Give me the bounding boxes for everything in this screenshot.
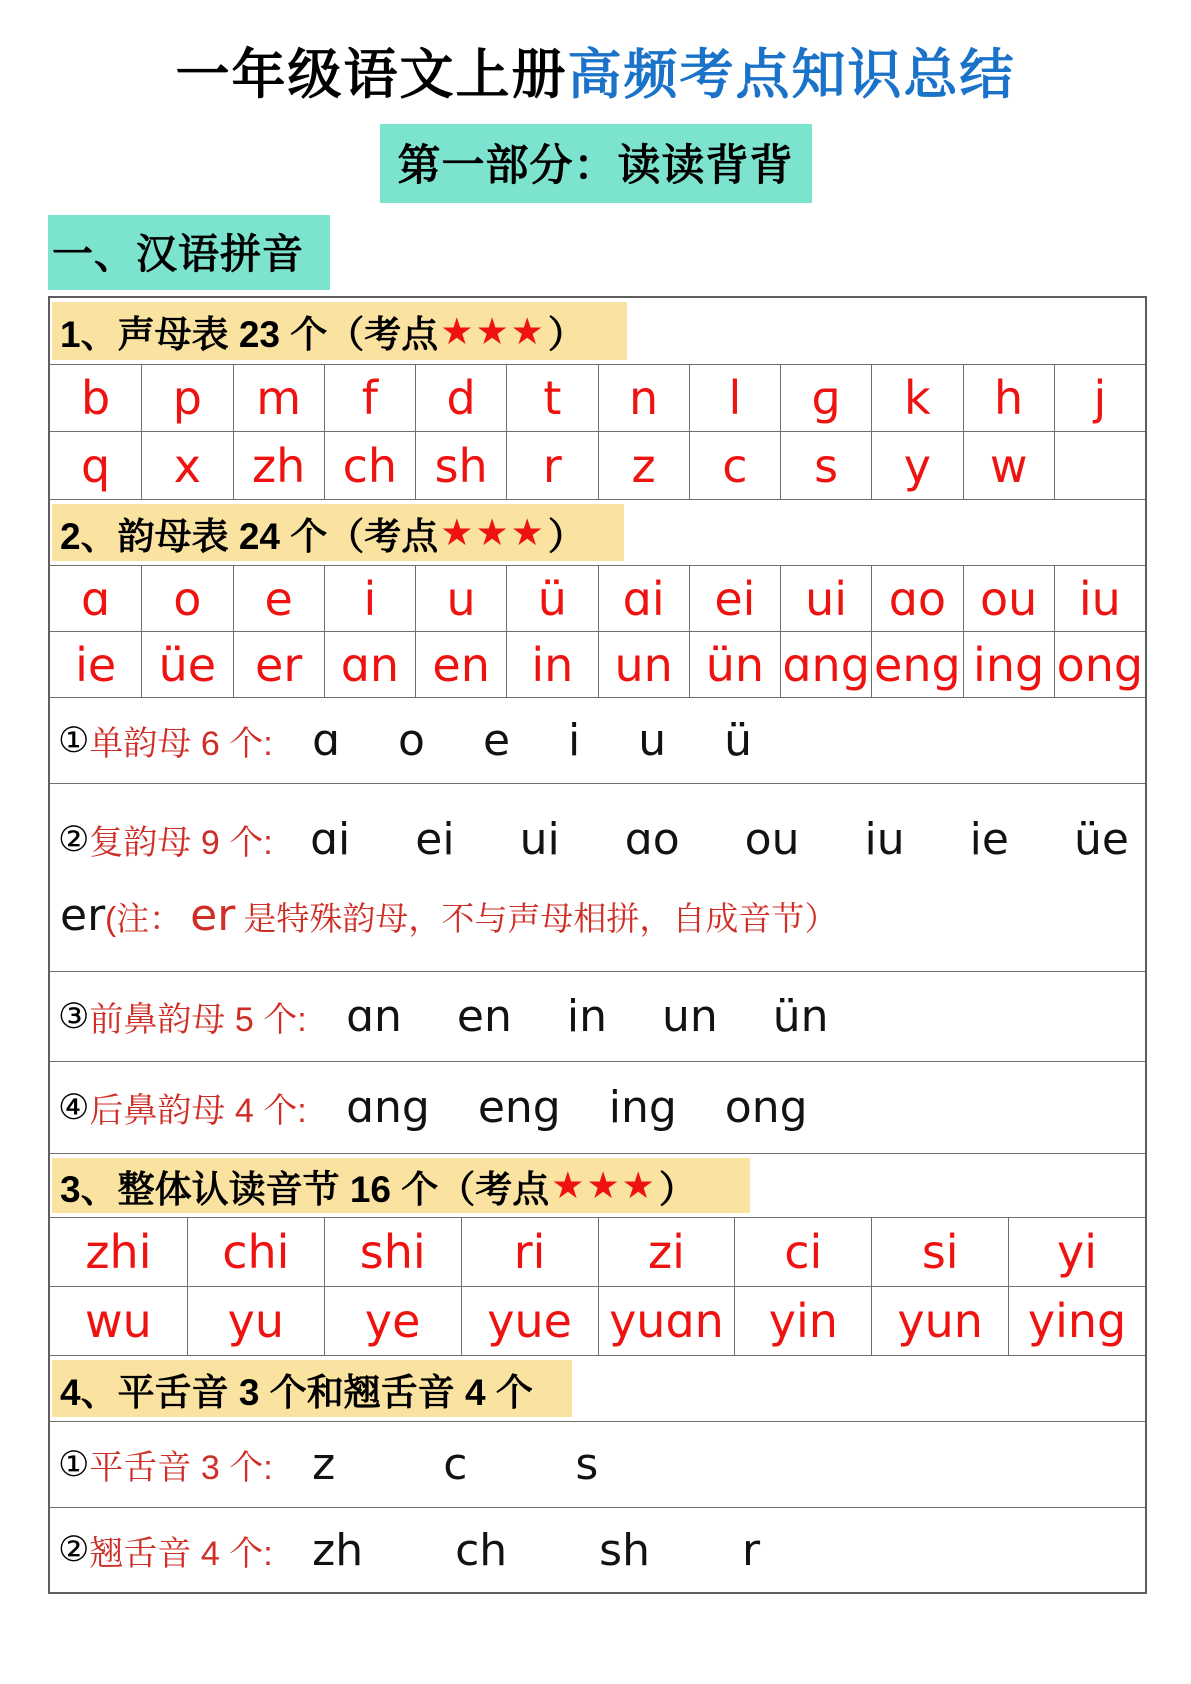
pinyin-cell-empty — [1054, 432, 1145, 499]
header-shengmu-text: 1、声母表 23 个（考点 — [60, 314, 439, 356]
pinyin-cell: ün — [689, 632, 780, 697]
pinyin-cell: ɑng — [780, 632, 871, 697]
pinyin-letter: ɑo — [624, 814, 680, 866]
note-letters — [346, 1082, 807, 1133]
pinyin-cell: ci — [734, 1218, 871, 1286]
pinyin-letter: un — [662, 991, 718, 1043]
pinyin-cell: h — [963, 365, 1054, 431]
pinyin-letter: eng — [477, 1082, 561, 1134]
circled-number: ② — [58, 1530, 90, 1570]
pinyin-cell: yi — [1008, 1218, 1145, 1286]
pinyin-cell: y — [871, 432, 962, 499]
pinyin-cell: chi — [187, 1218, 324, 1286]
star-rating: ★★★ — [440, 310, 546, 352]
pinyin-cell: z — [598, 432, 689, 499]
pinyin-letter: e — [482, 715, 511, 767]
header-pingqiao-text: 4、平舌音 3 个和翘舌音 4 个 — [60, 1371, 533, 1413]
star-rating: ★★★ — [551, 1165, 657, 1207]
pinyin-letter: ing — [608, 1082, 677, 1134]
er-note-open: (注： — [105, 899, 183, 937]
yunmu-row-2 — [50, 631, 1145, 697]
pinyin-letter: ɑng — [346, 1082, 430, 1134]
pinyin-letter: u — [638, 715, 667, 767]
pinyin-cell: q — [81, 438, 111, 493]
pinyin-cell: p — [141, 365, 232, 431]
header-zhengti-text: 3、整体认读音节 16 个（考点 — [60, 1168, 550, 1210]
er-note-text: 是特殊韵母，不与声母相拼，自成音节） — [243, 899, 838, 937]
pinyin-table — [48, 296, 1147, 1594]
part-subtitle: 第一部分：读读背背 — [380, 124, 812, 203]
header-yunmu-highlight — [52, 504, 624, 561]
pinyin-letter: s — [575, 1439, 599, 1491]
note-label: 翘舌音 4 个: — [89, 1534, 283, 1573]
pinyin-cell: si — [871, 1218, 1008, 1286]
shengmu-row-2 — [50, 431, 1145, 499]
note-letters — [312, 1439, 598, 1490]
note-label: 前鼻韵母 5 个: — [89, 1001, 317, 1040]
title-blue-part: 高频考点知识总结 — [567, 45, 1016, 105]
pinyin-cell: wu — [85, 1294, 152, 1349]
note-label: 平舌音 3 个: — [89, 1449, 283, 1488]
pinyin-letter: ui — [519, 814, 560, 866]
pinyin-cell: u — [415, 566, 506, 631]
pinyin-letter: ü — [724, 715, 753, 767]
pinyin-letter: ün — [772, 991, 829, 1043]
pinyin-cell: b — [81, 371, 111, 426]
pinyin-cell: ɡ — [780, 365, 871, 431]
pinyin-letter: ɑn — [346, 991, 402, 1043]
subtitle-row — [0, 124, 1191, 203]
note-danyunmu — [50, 697, 1145, 783]
note-letters — [310, 814, 1145, 865]
section-row — [48, 215, 1191, 290]
pinyin-letter: ou — [744, 814, 800, 866]
pinyin-cell: o — [141, 566, 232, 631]
pinyin-letter: ɑi — [310, 814, 351, 866]
pinyin-letter: o — [398, 715, 425, 767]
pinyin-cell: m — [233, 365, 324, 431]
pinyin-letter: iu — [864, 814, 905, 866]
pinyin-cell: x — [141, 432, 232, 499]
pinyin-cell: s — [780, 432, 871, 499]
header-zhengti — [50, 1153, 1145, 1217]
pinyin-cell: ei — [689, 566, 780, 631]
circled-number: ③ — [58, 996, 90, 1036]
circled-number: ① — [58, 720, 90, 760]
pinyin-cell: zi — [598, 1218, 735, 1286]
pinyin-cell: zhi — [85, 1225, 152, 1280]
note-qianbiyunmu — [50, 971, 1145, 1061]
note-pingshe — [50, 1421, 1145, 1507]
pinyin-letter: r — [741, 1524, 761, 1576]
pinyin-cell: yuɑn — [598, 1287, 735, 1355]
pinyin-cell: ou — [963, 566, 1054, 631]
note-label: 复韵母 9 个: — [89, 824, 283, 863]
pinyin-cell: ch — [324, 432, 415, 499]
pinyin-cell: ing — [963, 632, 1054, 697]
pinyin-cell: r — [506, 432, 597, 499]
pinyin-cell: in — [506, 632, 597, 697]
pinyin-cell: ɑo — [871, 566, 962, 631]
pinyin-cell: ɑ — [81, 571, 111, 626]
note-houbiyunmu — [50, 1061, 1145, 1153]
circled-number: ① — [58, 1444, 90, 1484]
circled-number: ④ — [58, 1087, 90, 1127]
header-yunmu-text: 2、韵母表 24 个（考点 — [60, 515, 439, 557]
pinyin-cell: l — [689, 365, 780, 431]
pinyin-letter: z — [312, 1439, 336, 1491]
pinyin-letter: er — [60, 889, 106, 941]
section-heading: 一、汉语拼音 — [48, 215, 330, 290]
pinyin-cell: f — [324, 365, 415, 431]
pinyin-cell: er — [233, 632, 324, 697]
pinyin-cell: shi — [324, 1218, 461, 1286]
pinyin-cell: eng — [871, 632, 962, 697]
pinyin-letter: en — [456, 991, 512, 1043]
note-label: 单韵母 6 个: — [89, 725, 283, 764]
header-yunmu — [50, 499, 1145, 565]
shengmu-row-1 — [50, 364, 1145, 431]
pinyin-cell: n — [598, 365, 689, 431]
pinyin-letter: ei — [415, 814, 455, 866]
pinyin-cell: yu — [187, 1287, 324, 1355]
header-pingqiao — [50, 1355, 1145, 1421]
zhengti-row-2 — [50, 1286, 1145, 1355]
pinyin-cell: t — [506, 365, 597, 431]
note-er-line — [58, 890, 1145, 941]
note-fuyunmu-line1 — [58, 814, 1145, 865]
pinyin-cell: ri — [461, 1218, 598, 1286]
pinyin-cell: c — [689, 432, 780, 499]
note-fuyunmu — [50, 783, 1145, 971]
pinyin-cell: iu — [1054, 566, 1145, 631]
header-pingqiao-highlight — [52, 1360, 572, 1417]
pinyin-cell: k — [871, 365, 962, 431]
pinyin-cell: i — [324, 566, 415, 631]
er-note-pinyin: er — [190, 889, 236, 941]
pinyin-letter: sh — [599, 1524, 650, 1576]
header-shengmu — [50, 298, 1145, 364]
header-shengmu-highlight — [52, 302, 627, 360]
header-shengmu-close: ） — [547, 314, 585, 356]
pinyin-cell: w — [963, 432, 1054, 499]
pinyin-cell: sh — [415, 432, 506, 499]
circled-number: ② — [58, 819, 90, 859]
pinyin-cell: ie — [75, 637, 117, 692]
pinyin-letter: zh — [312, 1524, 364, 1576]
note-letters — [312, 1525, 760, 1576]
pinyin-cell: ying — [1008, 1287, 1145, 1355]
pinyin-cell: ɑi — [598, 566, 689, 631]
title-black-part: 一年级语文上册 — [175, 45, 568, 105]
header-yunmu-close: ） — [547, 515, 585, 557]
yunmu-row-1 — [50, 565, 1145, 631]
pinyin-cell: yin — [734, 1287, 871, 1355]
pinyin-cell: ye — [324, 1287, 461, 1355]
note-qiaoshe — [50, 1507, 1145, 1592]
pinyin-letter: üe — [1073, 814, 1129, 866]
pinyin-cell: ui — [780, 566, 871, 631]
pinyin-letter: c — [443, 1439, 468, 1491]
pinyin-cell: e — [233, 566, 324, 631]
pinyin-letter: ch — [455, 1524, 508, 1576]
pinyin-letter: ong — [724, 1082, 808, 1134]
note-label: 后鼻韵母 4 个: — [89, 1092, 317, 1131]
pinyin-cell: yue — [461, 1287, 598, 1355]
pinyin-cell: en — [415, 632, 506, 697]
pinyin-cell: un — [598, 632, 689, 697]
header-zhengti-highlight — [52, 1158, 750, 1213]
pinyin-letter: ie — [969, 814, 1009, 866]
zhengti-row-1 — [50, 1217, 1145, 1286]
page-title — [0, 0, 1191, 106]
pinyin-letter: in — [566, 991, 608, 1043]
pinyin-cell: ong — [1054, 632, 1145, 697]
pinyin-letter: i — [568, 715, 581, 767]
pinyin-cell: üe — [141, 632, 232, 697]
pinyin-letter: ɑ — [312, 715, 341, 767]
pinyin-cell: zh — [233, 432, 324, 499]
pinyin-cell: yun — [871, 1287, 1008, 1355]
pinyin-cell: ü — [506, 566, 597, 631]
pinyin-cell: j — [1054, 365, 1145, 431]
note-letters — [312, 715, 752, 766]
star-rating: ★★★ — [440, 512, 546, 554]
pinyin-cell: d — [415, 365, 506, 431]
header-zhengti-close: ） — [658, 1168, 696, 1210]
pinyin-cell: ɑn — [324, 632, 415, 697]
note-letters — [346, 991, 828, 1042]
